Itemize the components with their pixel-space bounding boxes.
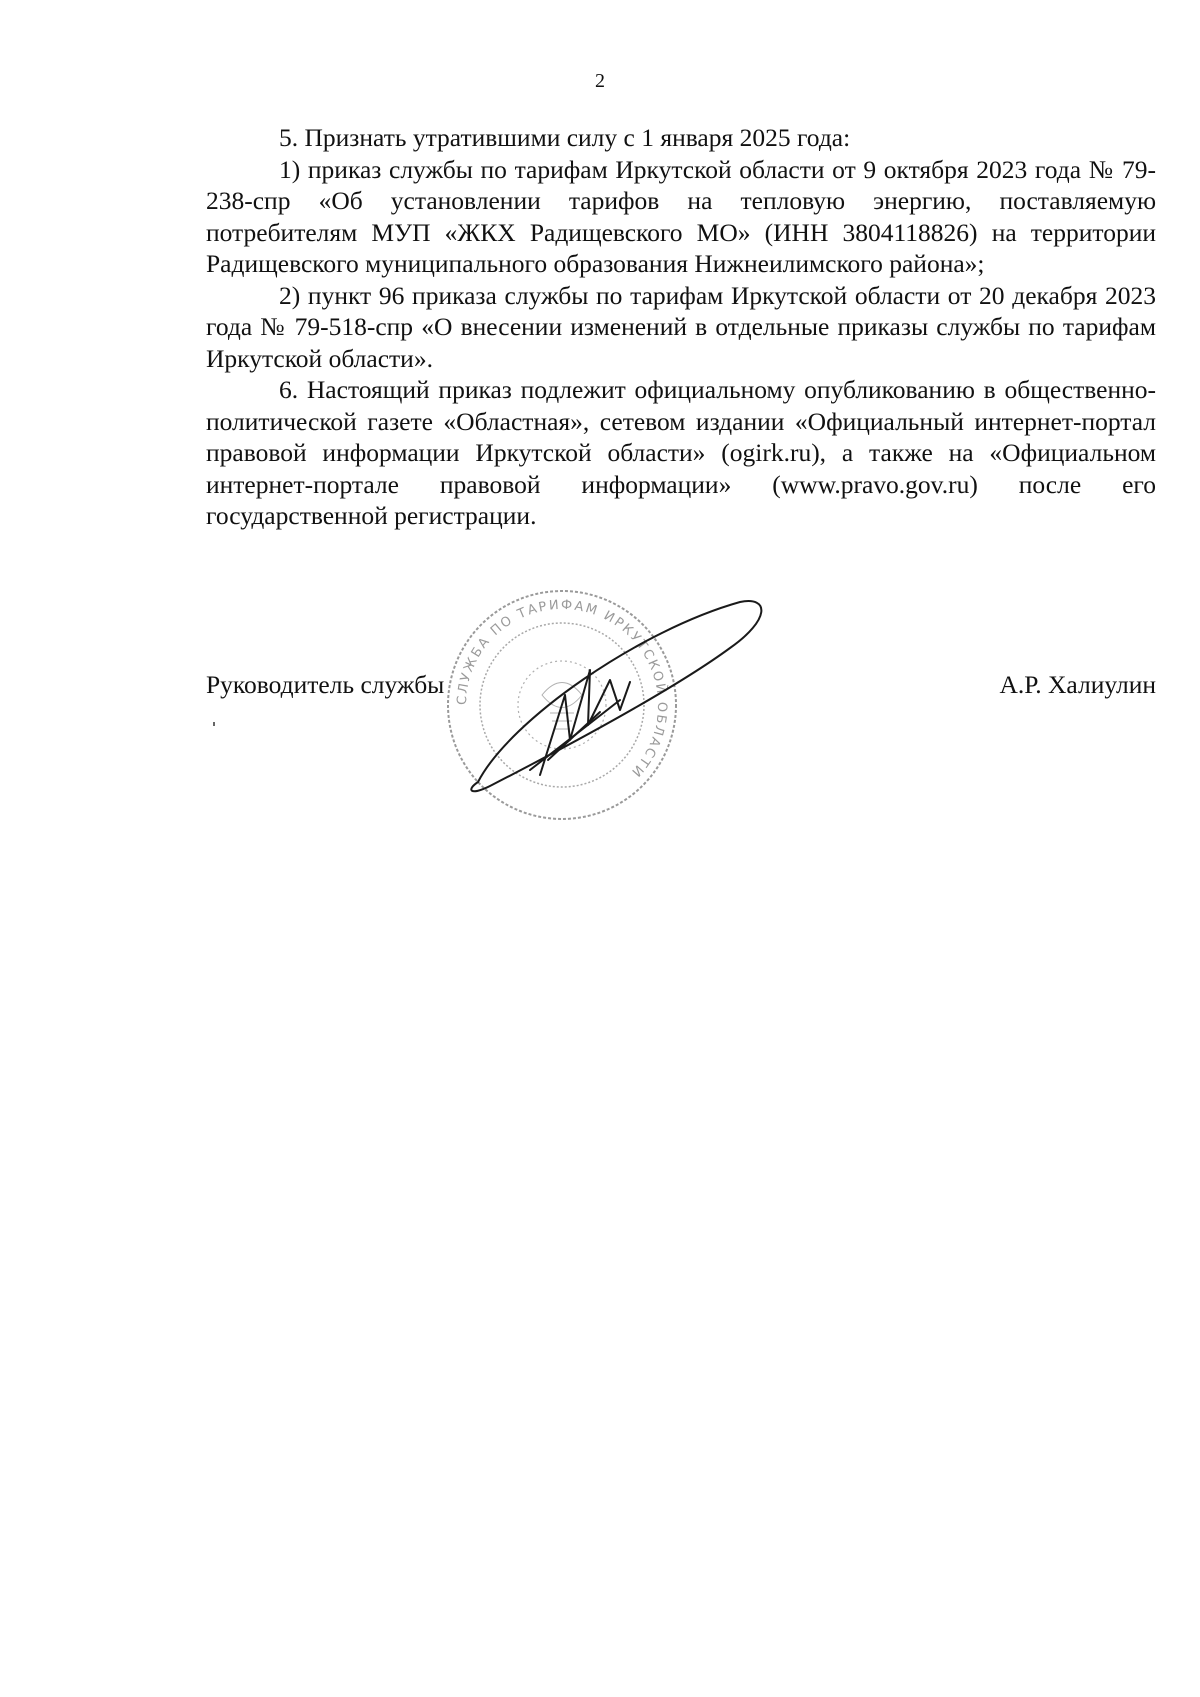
stamp-outer-ring [448, 591, 676, 819]
stamp-ring-text [455, 598, 670, 781]
official-stamp [442, 585, 682, 825]
stamp-emblem [542, 683, 582, 730]
stamp-center-ring [518, 661, 606, 749]
page-number: 2 [595, 70, 605, 92]
paragraph-item-5: 5. Признать утратившими силу с 1 января 2025 года: [279, 123, 851, 152]
paragraph-item-6: 6. Настоящий приказ подлежит официальному опубликованию в общественно-политической газете «Областная», сетевом издании «Официальный интернет-портал правовой информации Иркутской области» (ogirk.ru), а также на «Официальном интернет-портале правовой информации» (www.pravo.gov.ru) после его государственной регистрации. [206, 375, 1156, 530]
paragraph-subitem-1: 1) приказ службы по тарифам Иркутской области от 9 октября 2023 года № 79-238-спр «Об установлении тарифов на тепловую энергию, поставляемую потребителям МУП «ЖКХ Радищевского МО» (ИНН 3804118826) на территории Радищевского муниципального образования Нижнеилимского района»; [206, 154, 1156, 278]
signatory-position: Руководитель службы [206, 670, 445, 699]
stamp-ring-textpath: СЛУЖБА ПО ТАРИФАМ ИРКУТСКОЙ ОБЛАСТИ [454, 597, 670, 781]
document-body [206, 122, 1156, 532]
paragraph-subitem-2: 2) пункт 96 приказа службы по тарифам Иркутской области от 20 декабря 2023 года № 79-518-спр «О внесении изменений в отдельные приказы службы по тарифам Иркутской области». [206, 280, 1156, 373]
handwritten-signature [470, 600, 810, 800]
signatory-name: А.Р. Халиулин [999, 670, 1156, 699]
signature-strokes [471, 601, 761, 791]
scan-speck [213, 722, 215, 726]
stamp-inner-ring [480, 623, 644, 787]
